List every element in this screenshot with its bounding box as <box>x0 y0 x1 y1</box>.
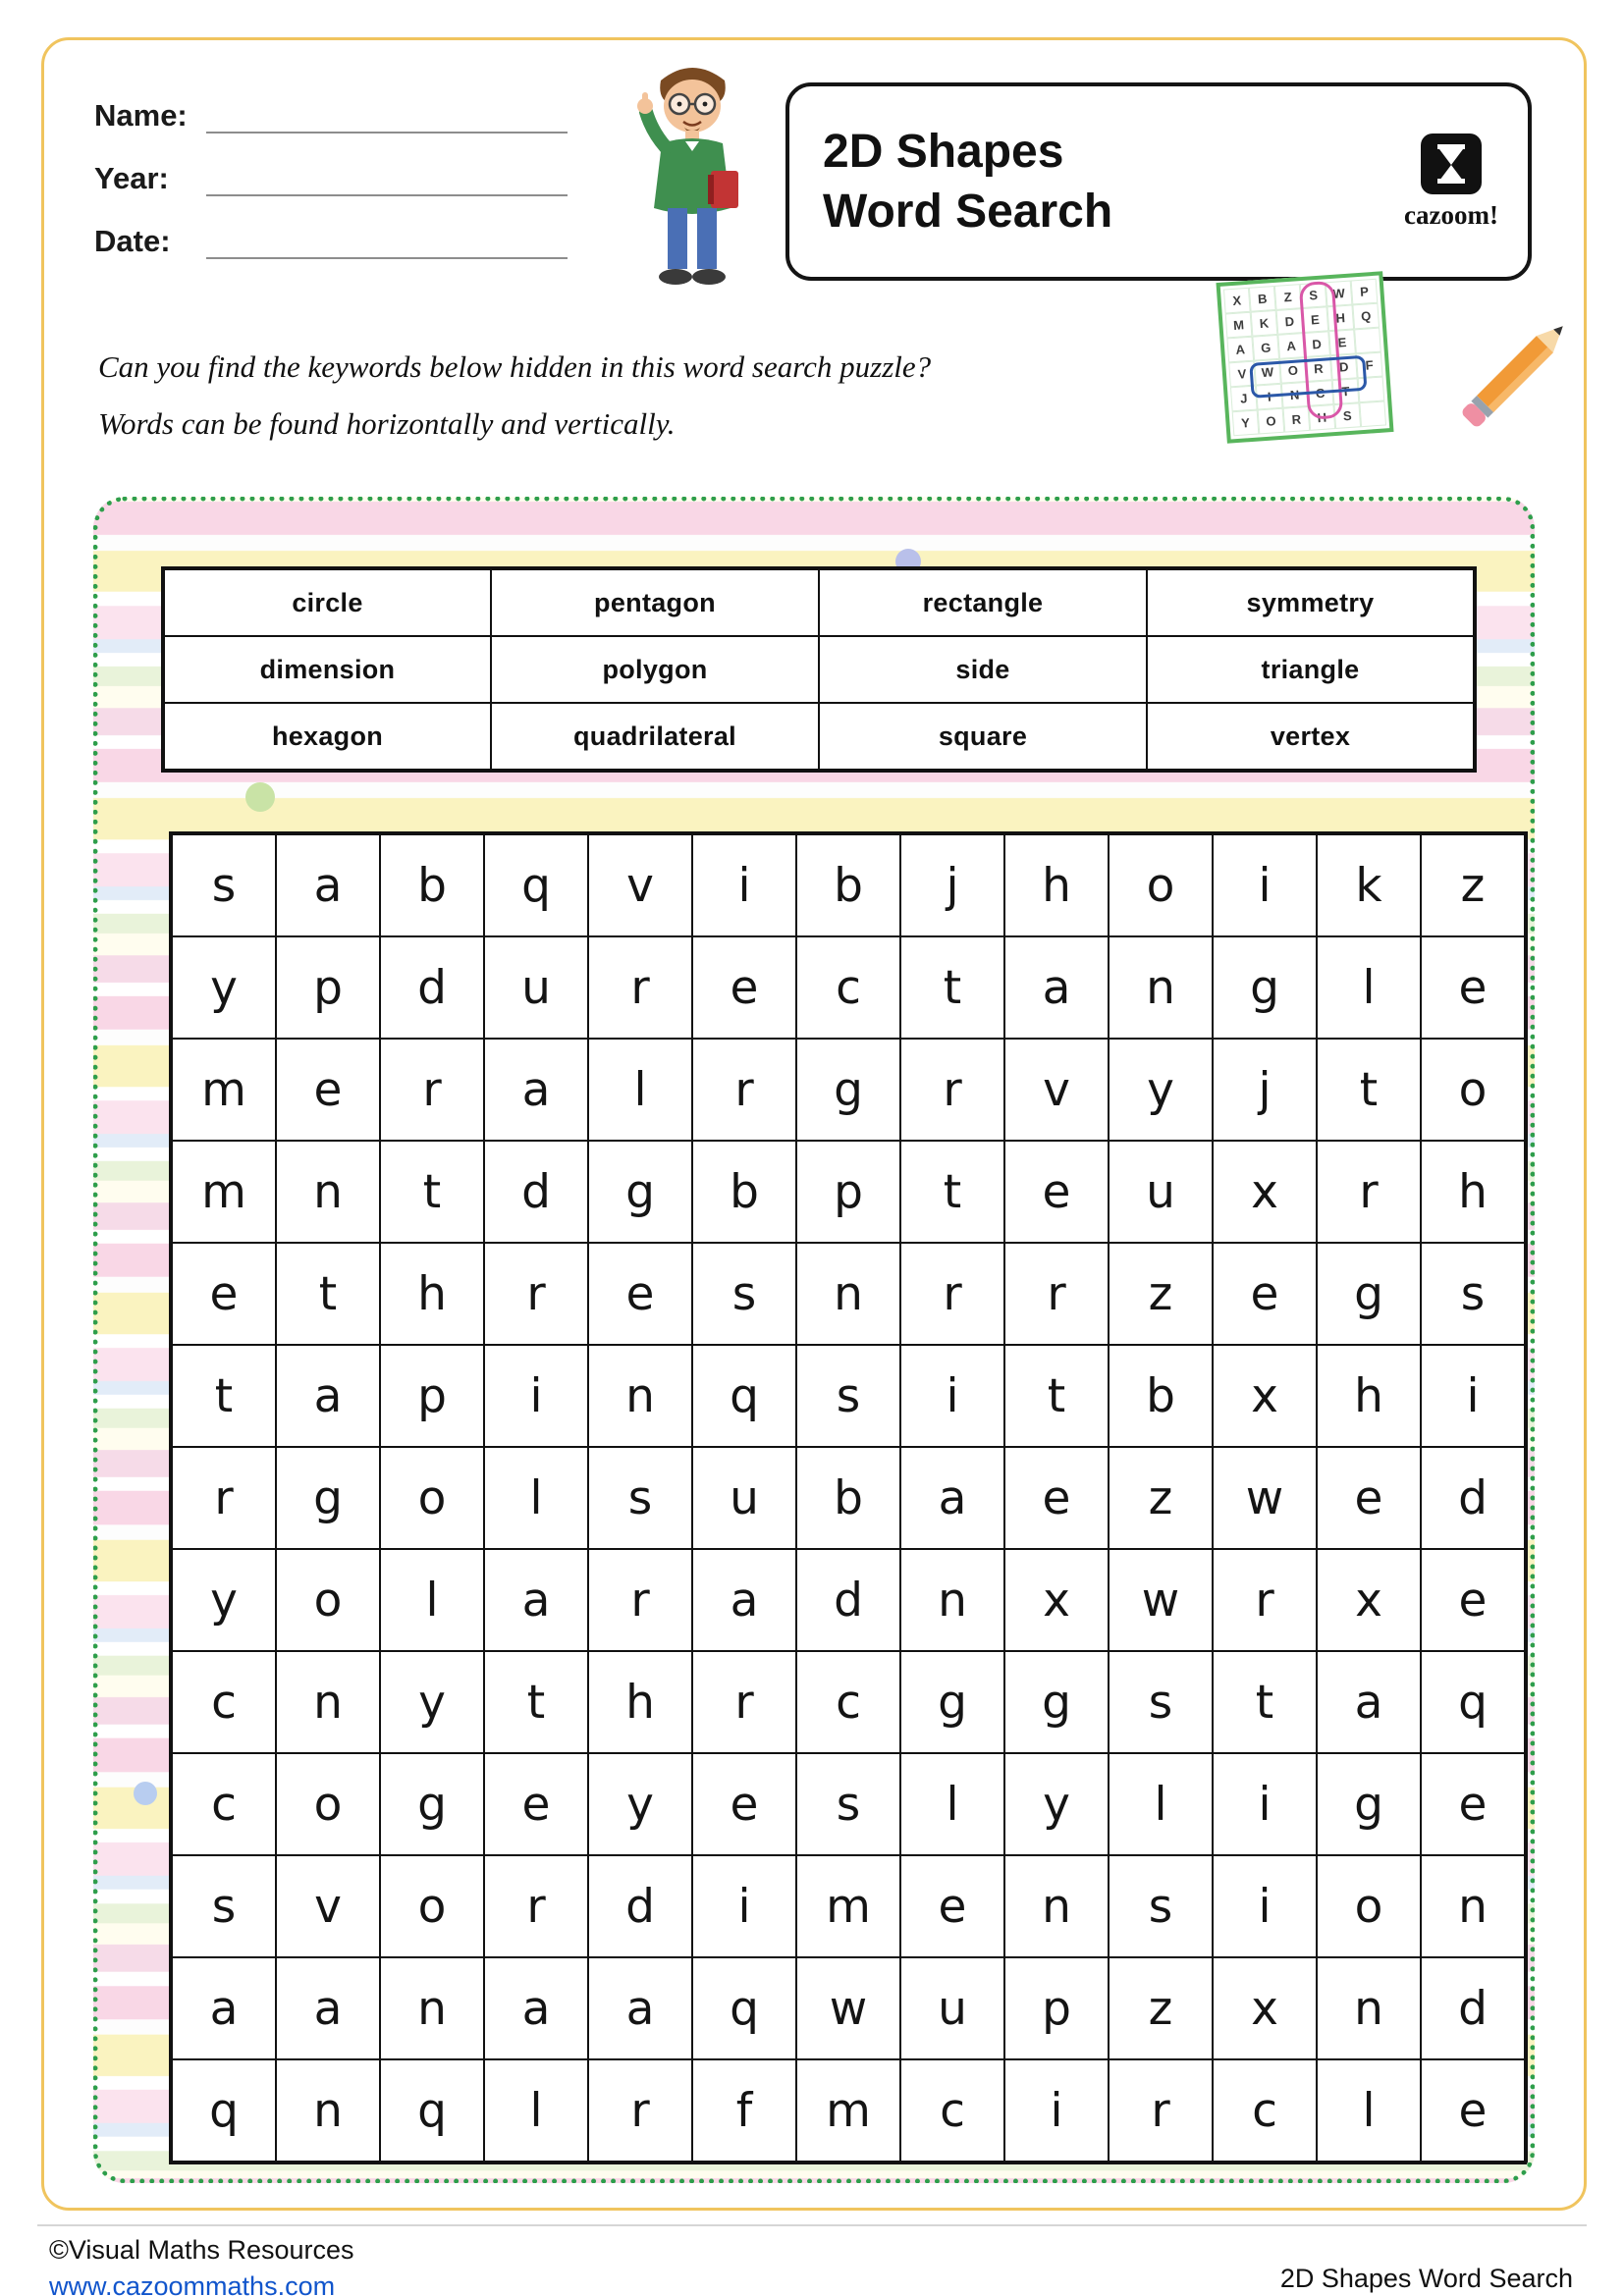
grid-letter-cell: y <box>1004 1753 1109 1855</box>
grid-letter-cell: y <box>171 1549 276 1651</box>
grid-letter-cell: q <box>1421 1651 1526 1753</box>
teacher-cartoon-graphic <box>607 49 779 309</box>
grid-letter-cell: l <box>484 1447 588 1549</box>
grid-letter-cell: g <box>796 1039 900 1141</box>
grid-letter-cell: r <box>900 1039 1004 1141</box>
grid-letter-cell: q <box>380 2059 484 2163</box>
grid-letter-cell: z <box>1109 1447 1213 1549</box>
grid-row <box>171 936 1526 1039</box>
title-box <box>785 82 1532 281</box>
title-line-1: 2D Shapes <box>823 125 1064 178</box>
grid-letter-cell: g <box>276 1447 380 1549</box>
word-list-word: symmetry <box>1147 568 1475 636</box>
grid-letter-cell: c <box>796 936 900 1039</box>
grid-letter-cell: e <box>692 936 796 1039</box>
mini-grid-cell: E <box>1302 306 1329 333</box>
word-list-word: quadrilateral <box>491 703 819 771</box>
grid-letter-cell: d <box>484 1141 588 1243</box>
mini-wordsearch-decoration <box>1216 271 1393 443</box>
grid-letter-cell: q <box>171 2059 276 2163</box>
grid-letter-cell: h <box>588 1651 692 1753</box>
pencil-decoration <box>1422 291 1598 467</box>
mini-grid-cell: D <box>1330 353 1358 380</box>
mini-grid-cell: S <box>1300 282 1327 308</box>
grid-letter-cell: n <box>276 1141 380 1243</box>
wordsearch-grid <box>169 831 1528 2164</box>
grid-letter-cell: i <box>1213 1855 1317 1957</box>
wordsearch-grid-body <box>171 833 1526 2163</box>
grid-letter-cell: y <box>588 1753 692 1855</box>
grid-letter-cell: a <box>484 1039 588 1141</box>
grid-letter-cell: t <box>380 1141 484 1243</box>
year-field-row <box>94 161 568 196</box>
grid-letter-cell: r <box>380 1039 484 1141</box>
grid-row <box>171 1345 1526 1447</box>
mini-grid-cell: O <box>1258 408 1285 435</box>
grid-letter-cell: n <box>1004 1855 1109 1957</box>
footer-website-link[interactable]: www.cazoommaths.com <box>49 2271 336 2296</box>
grid-letter-cell: r <box>588 2059 692 2163</box>
grid-letter-cell: p <box>380 1345 484 1447</box>
grid-letter-cell: a <box>1317 1651 1421 1753</box>
grid-letter-cell: g <box>380 1753 484 1855</box>
mini-grid <box>1216 271 1393 443</box>
grid-letter-cell: c <box>171 1651 276 1753</box>
mini-grid-cell: X <box>1223 288 1251 314</box>
grid-letter-cell: v <box>588 833 692 936</box>
date-blank-line <box>206 224 568 259</box>
grid-letter-cell: r <box>588 936 692 1039</box>
grid-letter-cell: r <box>1004 1243 1109 1345</box>
grid-letter-cell: h <box>1421 1141 1526 1243</box>
grid-letter-cell: q <box>692 1957 796 2059</box>
grid-letter-cell: a <box>1004 936 1109 1039</box>
grid-letter-cell: g <box>1317 1753 1421 1855</box>
grid-letter-cell: r <box>692 1039 796 1141</box>
grid-letter-cell: a <box>171 1957 276 2059</box>
grid-letter-cell: s <box>171 1855 276 1957</box>
word-list-word: circle <box>163 568 491 636</box>
grid-letter-cell: n <box>900 1549 1004 1651</box>
grid-letter-cell: c <box>900 2059 1004 2163</box>
mini-grid-cell: N <box>1281 382 1309 408</box>
grid-letter-cell: r <box>1317 1141 1421 1243</box>
mini-grid-cell: T <box>1332 378 1360 404</box>
grid-letter-cell: s <box>796 1345 900 1447</box>
word-list-word: vertex <box>1147 703 1475 771</box>
mini-grid-cell: M <box>1225 312 1253 339</box>
cazoom-logo-icon <box>1420 133 1483 195</box>
grid-row <box>171 2059 1526 2163</box>
footer-copyright: ©Visual Maths Resources <box>49 2235 354 2265</box>
word-list-word: hexagon <box>163 703 491 771</box>
confetti-dot <box>134 1782 157 1805</box>
grid-letter-cell: r <box>900 1243 1004 1345</box>
pencil-icon <box>1422 291 1598 467</box>
mini-grid-cell <box>1354 328 1381 354</box>
grid-letter-cell: o <box>1317 1855 1421 1957</box>
grid-row <box>171 1549 1526 1651</box>
grid-letter-cell: x <box>1004 1549 1109 1651</box>
mini-grid-cell: Y <box>1232 410 1260 437</box>
word-list-word: dimension <box>163 636 491 703</box>
grid-letter-cell: n <box>380 1957 484 2059</box>
grid-letter-cell: q <box>484 833 588 936</box>
grid-letter-cell: i <box>1213 833 1317 936</box>
grid-letter-cell: g <box>1317 1243 1421 1345</box>
grid-letter-cell: w <box>1109 1549 1213 1651</box>
grid-letter-cell: s <box>692 1243 796 1345</box>
grid-letter-cell: e <box>1421 1549 1526 1651</box>
teacher-illustration <box>607 49 779 309</box>
grid-letter-cell: e <box>276 1039 380 1141</box>
grid-letter-cell: a <box>484 1957 588 2059</box>
grid-letter-cell: q <box>692 1345 796 1447</box>
year-blank-line <box>206 161 568 196</box>
grid-letter-cell: r <box>588 1549 692 1651</box>
date-field-row <box>94 224 568 259</box>
grid-letter-cell: r <box>692 1651 796 1753</box>
mini-grid-cell: R <box>1305 355 1332 382</box>
word-list-word: polygon <box>491 636 819 703</box>
grid-letter-cell: r <box>484 1855 588 1957</box>
grid-letter-cell: n <box>588 1345 692 1447</box>
grid-letter-cell: n <box>1317 1957 1421 2059</box>
grid-letter-cell: v <box>1004 1039 1109 1141</box>
grid-letter-cell: t <box>900 1141 1004 1243</box>
grid-letter-cell: t <box>276 1243 380 1345</box>
cazoom-logo-text: cazoom! <box>1404 200 1498 230</box>
mini-grid-cell: O <box>1279 357 1307 384</box>
grid-letter-cell: b <box>692 1141 796 1243</box>
name-blank-line <box>206 98 568 133</box>
mini-grid-cell: F <box>1356 352 1383 379</box>
grid-letter-cell: d <box>1421 1957 1526 2059</box>
grid-letter-cell: b <box>796 833 900 936</box>
grid-row <box>171 1957 1526 2059</box>
grid-letter-cell: i <box>692 833 796 936</box>
grid-letter-cell: d <box>588 1855 692 1957</box>
grid-letter-cell: o <box>380 1855 484 1957</box>
mini-grid-cell: I <box>1256 384 1283 410</box>
grid-letter-cell: l <box>380 1549 484 1651</box>
mini-grid-cell: E <box>1328 329 1356 355</box>
footer-divider <box>37 2224 1587 2226</box>
grid-letter-cell: p <box>796 1141 900 1243</box>
grid-letter-cell: r <box>1213 1549 1317 1651</box>
grid-letter-cell: g <box>588 1141 692 1243</box>
grid-letter-cell: n <box>276 2059 380 2163</box>
grid-row <box>171 1447 1526 1549</box>
grid-letter-cell: h <box>380 1243 484 1345</box>
grid-letter-cell: e <box>1004 1447 1109 1549</box>
mini-grid-cell: V <box>1228 361 1256 388</box>
grid-letter-cell: o <box>1109 833 1213 936</box>
grid-letter-cell: m <box>796 1855 900 1957</box>
grid-row <box>171 833 1526 936</box>
grid-letter-cell: k <box>1317 833 1421 936</box>
grid-letter-cell: n <box>1109 936 1213 1039</box>
grid-letter-cell: i <box>692 1855 796 1957</box>
mini-grid-cell: J <box>1230 386 1258 412</box>
word-list-word: rectangle <box>819 568 1147 636</box>
word-list-word: triangle <box>1147 636 1475 703</box>
grid-letter-cell: d <box>796 1549 900 1651</box>
word-list-row <box>163 568 1475 636</box>
date-label: Date: <box>94 224 171 258</box>
instruction-line-2: Words can be found horizontally and vertically. <box>98 406 676 441</box>
grid-letter-cell: y <box>380 1651 484 1753</box>
grid-letter-cell: h <box>1004 833 1109 936</box>
grid-letter-cell: s <box>171 833 276 936</box>
grid-letter-cell: a <box>692 1549 796 1651</box>
grid-letter-cell: e <box>1421 936 1526 1039</box>
mini-grid-cell: P <box>1351 279 1379 305</box>
grid-letter-cell: t <box>1004 1345 1109 1447</box>
word-list-body <box>163 568 1475 771</box>
mini-grid-cell: Z <box>1274 284 1302 310</box>
grid-row <box>171 1039 1526 1141</box>
grid-letter-cell: t <box>1317 1039 1421 1141</box>
grid-letter-cell: e <box>1317 1447 1421 1549</box>
grid-letter-cell: r <box>1109 2059 1213 2163</box>
word-list-word: square <box>819 703 1147 771</box>
mini-grid-cell: G <box>1252 335 1279 361</box>
grid-letter-cell: r <box>484 1243 588 1345</box>
grid-letter-cell: t <box>484 1651 588 1753</box>
mini-grid-cell: W <box>1254 359 1281 386</box>
grid-letter-cell: o <box>276 1753 380 1855</box>
grid-letter-cell: s <box>1109 1651 1213 1753</box>
grid-letter-cell: m <box>171 1039 276 1141</box>
mini-grid-cell: R <box>1283 406 1311 433</box>
grid-letter-cell: e <box>1421 1753 1526 1855</box>
grid-letter-cell: s <box>796 1753 900 1855</box>
mini-grid-cell: D <box>1276 308 1304 335</box>
grid-letter-cell: e <box>692 1753 796 1855</box>
mini-grid-cell <box>1358 376 1385 402</box>
mini-grid-cell: H <box>1308 404 1335 431</box>
grid-letter-cell: b <box>1109 1345 1213 1447</box>
mini-grid-cell: W <box>1326 281 1353 307</box>
grid-letter-cell: c <box>1213 2059 1317 2163</box>
grid-letter-cell: l <box>900 1753 1004 1855</box>
grid-letter-cell: r <box>171 1447 276 1549</box>
word-list-row <box>163 703 1475 771</box>
grid-letter-cell: i <box>1213 1753 1317 1855</box>
grid-letter-cell: e <box>1213 1243 1317 1345</box>
grid-letter-cell: z <box>1109 1957 1213 2059</box>
grid-letter-cell: x <box>1317 1549 1421 1651</box>
grid-letter-cell: u <box>1109 1141 1213 1243</box>
grid-letter-cell: a <box>276 833 380 936</box>
grid-letter-cell: m <box>796 2059 900 2163</box>
grid-letter-cell: a <box>484 1549 588 1651</box>
grid-letter-cell: u <box>484 936 588 1039</box>
grid-letter-cell: g <box>1004 1651 1109 1753</box>
grid-letter-cell: b <box>796 1447 900 1549</box>
mini-grid-cell: C <box>1307 380 1334 406</box>
grid-letter-cell: c <box>796 1651 900 1753</box>
year-label: Year: <box>94 161 169 195</box>
grid-letter-cell: c <box>171 1753 276 1855</box>
grid-letter-cell: o <box>380 1447 484 1549</box>
mini-grid-cell: B <box>1249 286 1276 312</box>
grid-letter-cell: s <box>1421 1243 1526 1345</box>
grid-letter-cell: f <box>692 2059 796 2163</box>
confetti-dot <box>245 782 275 812</box>
grid-letter-cell: j <box>900 833 1004 936</box>
grid-letter-cell: u <box>900 1957 1004 2059</box>
word-list-word: pentagon <box>491 568 819 636</box>
mini-grid-cell <box>1359 400 1386 427</box>
mini-grid-cell: D <box>1303 331 1330 357</box>
grid-letter-cell: b <box>380 833 484 936</box>
grid-row <box>171 1141 1526 1243</box>
word-list-row <box>163 636 1475 703</box>
puzzle-panel <box>93 497 1535 2183</box>
title-line-2: Word Search <box>823 186 1113 238</box>
grid-letter-cell: e <box>171 1243 276 1345</box>
mini-grid-cell: S <box>1333 402 1361 429</box>
mini-grid-cell: H <box>1326 304 1354 331</box>
grid-letter-cell: l <box>484 2059 588 2163</box>
grid-letter-cell: l <box>1317 936 1421 1039</box>
grid-letter-cell: s <box>1109 1855 1213 1957</box>
grid-row <box>171 1753 1526 1855</box>
grid-letter-cell: j <box>1213 1039 1317 1141</box>
grid-letter-cell: n <box>1421 1855 1526 1957</box>
grid-letter-cell: l <box>1109 1753 1213 1855</box>
grid-letter-cell: l <box>588 1039 692 1141</box>
grid-row <box>171 1243 1526 1345</box>
name-field-row <box>94 98 568 133</box>
grid-letter-cell: g <box>900 1651 1004 1753</box>
grid-letter-cell: y <box>171 936 276 1039</box>
footer-left <box>49 2234 354 2296</box>
instructions <box>98 349 1227 463</box>
grid-letter-cell: v <box>276 1855 380 1957</box>
grid-letter-cell: z <box>1109 1243 1213 1345</box>
grid-letter-cell: d <box>1421 1447 1526 1549</box>
grid-letter-cell: s <box>588 1447 692 1549</box>
grid-letter-cell: n <box>276 1651 380 1753</box>
grid-letter-cell: p <box>276 936 380 1039</box>
grid-letter-cell: e <box>1004 1141 1109 1243</box>
grid-letter-cell: d <box>380 936 484 1039</box>
grid-letter-cell: p <box>1004 1957 1109 2059</box>
instruction-line-1: Can you find the keywords below hidden in this word search puzzle? <box>98 349 932 384</box>
grid-letter-cell: t <box>1213 1651 1317 1753</box>
mini-grid-cell: K <box>1251 310 1278 337</box>
grid-letter-cell: x <box>1213 1141 1317 1243</box>
grid-letter-cell: a <box>588 1957 692 2059</box>
name-label: Name: <box>94 98 188 133</box>
grid-letter-cell: a <box>276 1345 380 1447</box>
grid-letter-cell: i <box>1421 1345 1526 1447</box>
grid-letter-cell: i <box>484 1345 588 1447</box>
mini-grid-cell: Q <box>1352 303 1380 330</box>
grid-letter-cell: x <box>1213 1345 1317 1447</box>
grid-letter-cell: g <box>1213 936 1317 1039</box>
grid-letter-cell: z <box>1421 833 1526 936</box>
grid-letter-cell: e <box>1421 2059 1526 2163</box>
grid-letter-cell: e <box>900 1855 1004 1957</box>
grid-letter-cell: a <box>900 1447 1004 1549</box>
grid-letter-cell: y <box>1109 1039 1213 1141</box>
grid-letter-cell: u <box>692 1447 796 1549</box>
grid-letter-cell: t <box>900 936 1004 1039</box>
grid-letter-cell: i <box>1004 2059 1109 2163</box>
word-list-table <box>161 566 1477 773</box>
grid-row <box>171 1855 1526 1957</box>
worksheet-title <box>823 122 1112 242</box>
grid-letter-cell: e <box>588 1243 692 1345</box>
mini-grid-cell: A <box>1226 337 1254 363</box>
grid-letter-cell: n <box>796 1243 900 1345</box>
grid-letter-cell: w <box>796 1957 900 2059</box>
grid-letter-cell: m <box>171 1141 276 1243</box>
cazoom-logo <box>1404 133 1498 231</box>
mini-grid-cell: A <box>1277 333 1305 359</box>
word-list-word: side <box>819 636 1147 703</box>
grid-letter-cell: h <box>1317 1345 1421 1447</box>
grid-letter-cell: i <box>900 1345 1004 1447</box>
grid-letter-cell: o <box>1421 1039 1526 1141</box>
grid-row <box>171 1651 1526 1753</box>
grid-letter-cell: a <box>276 1957 380 2059</box>
grid-letter-cell: x <box>1213 1957 1317 2059</box>
grid-letter-cell: l <box>1317 2059 1421 2163</box>
grid-letter-cell: w <box>1213 1447 1317 1549</box>
grid-letter-cell: t <box>171 1345 276 1447</box>
footer-doc-title: 2D Shapes Word Search <box>1279 2264 1573 2293</box>
grid-letter-cell: o <box>276 1549 380 1651</box>
grid-letter-cell: e <box>484 1753 588 1855</box>
